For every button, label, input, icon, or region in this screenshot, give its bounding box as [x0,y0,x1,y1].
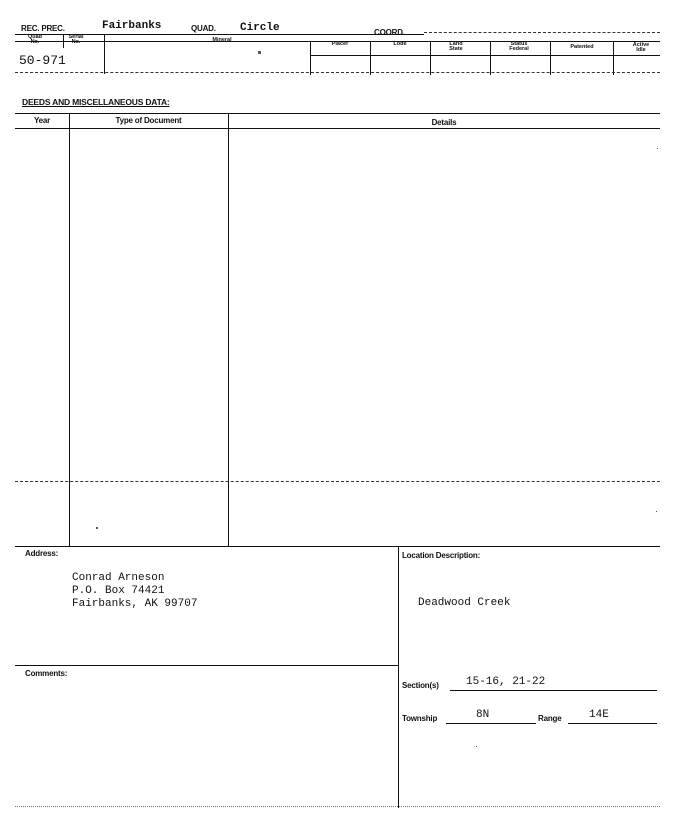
bottom-center-divider [398,546,399,808]
deeds-dashed-rule [15,481,660,482]
range-label: Range [538,714,562,723]
deeds-header-top-rule [15,113,660,114]
deeds-edge-mark-1 [657,148,658,149]
deeds-section-title: DEEDS AND MISCELLANEOUS DATA: [22,97,170,107]
quad-serial-value: 50-971 [19,53,66,68]
address-line-3: Fairbanks, AK 99707 [72,598,198,610]
col-mineral: Mineral [212,37,232,43]
deeds-col-year: Year [33,116,51,125]
coord-label: COORD. [374,28,405,37]
location-label: Location Description: [402,551,481,560]
col-land-state: Land State [449,41,463,52]
township-label: Township [402,714,438,723]
bottom-dotted-edge [15,806,660,807]
deeds-header-bottom-rule [15,128,660,129]
header-bottom-rule [15,72,660,73]
township-value: 8N [476,709,490,721]
col-active-idle: Active Idle [632,42,650,53]
deeds-edge-mark-2 [656,511,657,512]
comments-label: Comments: [25,669,68,678]
mineral-mark [258,51,261,54]
header-divider-3 [310,41,311,75]
rec-prec-value: Fairbanks [102,20,162,32]
deeds-col-details: Details [431,118,457,127]
bottom-section-rule [15,546,660,547]
quad-value: Circle [240,22,280,34]
col-patented: Patented [570,44,594,50]
col-lode: Lode [393,41,407,47]
address-label: Address: [25,549,59,558]
header-divider-7 [550,41,551,75]
township-line [446,723,536,724]
range-value: 14E [589,709,609,721]
quad-label: QUAD. [191,24,216,33]
col-placer: Placer [331,41,349,47]
header-top-rule-dashed [424,32,660,33]
range-line [568,723,657,724]
header-divider-8 [613,41,614,75]
header-divider-4 [370,41,371,75]
header-divider-1 [63,34,64,48]
col-quad-no: Quad No. [27,34,43,45]
header-divider-6 [490,41,491,75]
header-divider-2 [104,34,105,74]
address-line-2: P.O. Box 74421 [72,585,165,597]
section-line [450,690,657,691]
deeds-mark [96,527,98,529]
comments-rule [15,665,398,666]
location-mark [476,746,477,747]
col-status-federal: Status Federal [509,41,529,52]
location-value: Deadwood Creek [418,597,511,609]
section-value: 15-16, 21-22 [466,676,546,688]
section-label: Section(s) [402,681,439,690]
address-line-1: Conrad Arneson [72,572,165,584]
header-values-rule [310,55,660,56]
header-divider-5 [430,41,431,75]
col-serial-no: Serial No. [68,34,84,45]
deeds-col-type: Type of Document [115,116,182,125]
rec-prec-label: REC. PREC. [21,24,65,33]
